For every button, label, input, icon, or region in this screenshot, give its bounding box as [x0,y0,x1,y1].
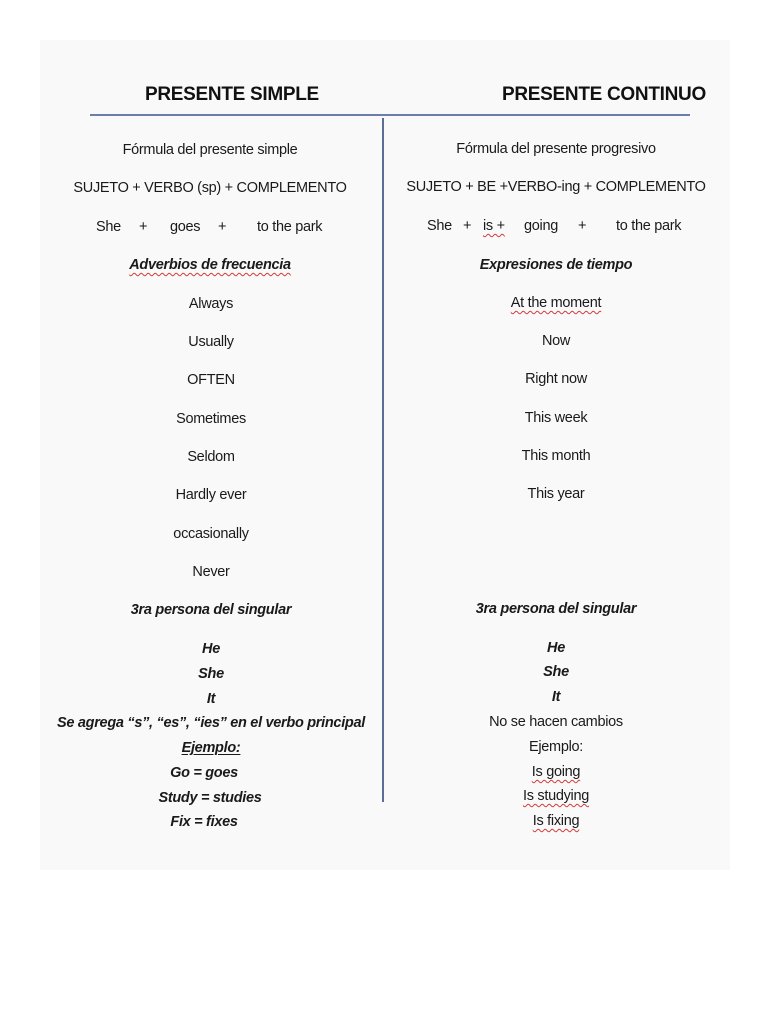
left-example-label: Ejemplo: [181,740,241,756]
left-example-item: Study = studies [158,790,262,806]
right-example-verb: going [524,218,558,234]
right-expressions-title: Expresiones de tiempo [479,257,633,273]
left-third-person-title: 3ra persona del singular [130,602,292,618]
right-example-item: Is fixing [532,813,580,829]
left-pronoun: She [198,666,224,682]
adverb-item: occasionally [173,526,249,542]
right-pronoun: She [543,664,569,680]
left-example-complement: to the park [257,219,323,235]
expression-item: This month [521,448,591,464]
left-formula-title: Fórmula del presente simple [122,142,298,158]
right-example-complement: to the park [616,218,682,234]
right-example-item: Is studying [522,788,590,804]
left-example-item: Fix = fixes [170,814,238,830]
right-third-person-title: 3ra persona del singular [475,601,637,617]
adverb-item: Sometimes [176,411,246,427]
adverb-item: Usually [188,334,234,350]
adverb-item: Hardly ever [175,487,247,503]
adverb-item: OFTEN [187,372,235,388]
adverb-item: Seldom [187,449,235,465]
adverb-item: Never [192,564,230,580]
right-example-label: Ejemplo: [528,739,584,755]
right-example-plus-1: + [463,218,472,234]
right-rule-text: No se hacen cambios [489,714,623,730]
column-divider [382,118,384,802]
left-example-item: Go = goes [170,765,238,781]
left-adverbs-title: Adverbios de frecuencia [129,257,291,273]
adverb-item: Always [188,296,234,312]
right-column-title: PRESENTE CONTINUO [502,84,706,105]
right-example-be: is + [483,218,505,234]
expression-item: Now [541,333,571,349]
left-example-plus-1: + [139,219,148,235]
expression-item: This week [524,410,588,426]
right-example-subject: She [427,218,452,234]
left-formula: SUJETO + VERBO (sp) + COMPLEMENTO [73,180,347,196]
right-pronoun: It [551,689,561,705]
left-column-title: PRESENTE SIMPLE [145,84,319,105]
right-example-item: Is going [531,764,581,780]
expression-item: This year [527,486,585,502]
right-formula: SUJETO + BE +VERBO-ing + COMPLEMENTO [406,179,706,195]
left-pronoun: It [206,691,216,707]
right-example-plus-2: + [578,218,587,234]
right-formula-title: Fórmula del presente progresivo [456,141,656,157]
left-example-verb: goes [170,219,201,235]
header-rule [90,114,690,116]
left-rule-text: Se agrega “s”, “es”, “ies” en el verbo principal [57,715,365,731]
left-pronoun: He [202,641,220,657]
left-example-subject: She [96,219,121,235]
right-pronoun: He [547,640,565,656]
expression-item: Right now [525,371,587,387]
expression-item: At the moment [510,295,602,311]
document-page [40,40,730,870]
left-example-plus-2: + [218,219,227,235]
